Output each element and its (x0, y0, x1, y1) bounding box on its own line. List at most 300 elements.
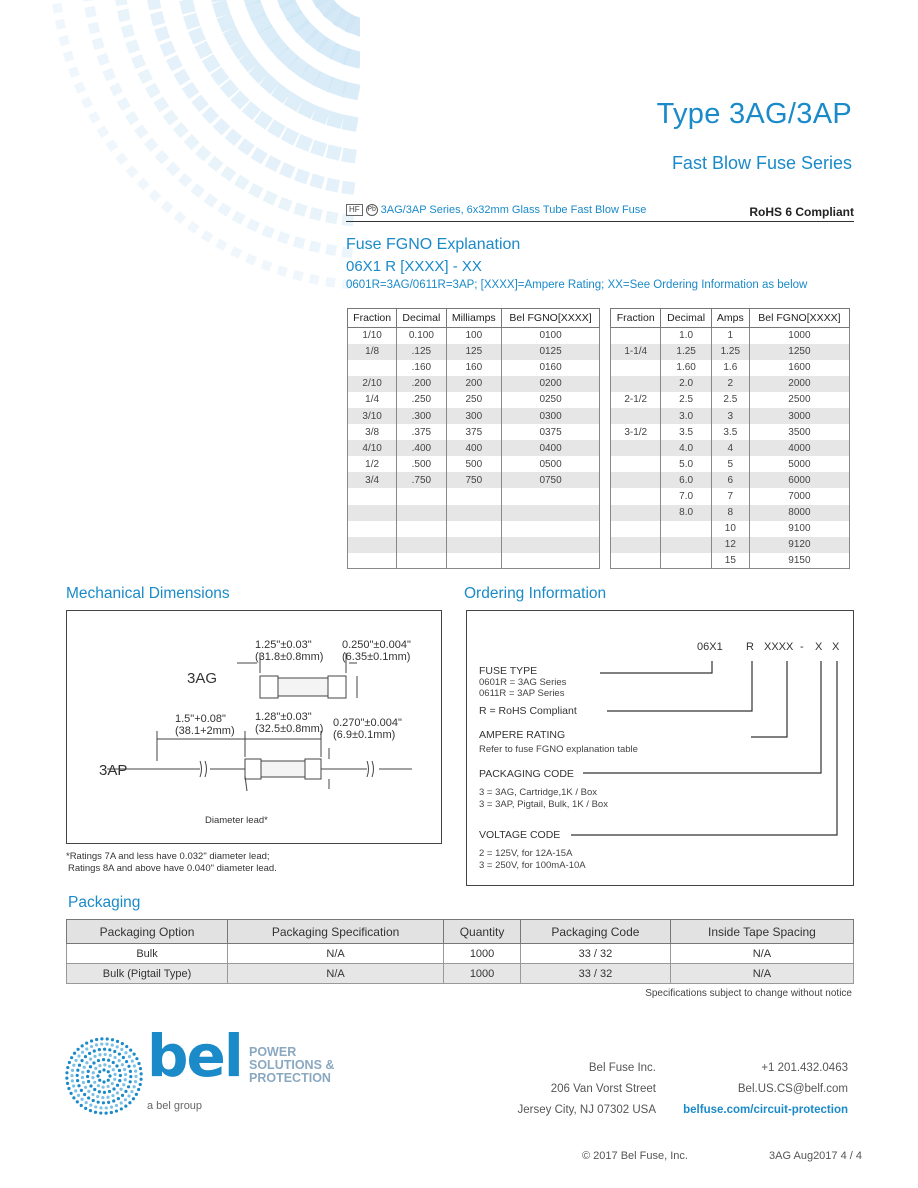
table-row (611, 424, 850, 440)
label-3ap: 3AP (99, 762, 128, 779)
fgno-code: 06X1 R [XXXX] - XX (346, 258, 482, 275)
table-row (348, 424, 600, 440)
table-cell: 1250 (749, 344, 849, 360)
decorative-square-pattern (0, 0, 360, 360)
decor-square (202, 106, 220, 124)
table-row (611, 488, 850, 504)
fgno-right-column-header: Fraction (611, 309, 661, 328)
tagline-line-3: PROTECTION (249, 1071, 331, 1085)
table-cell (446, 488, 502, 504)
globe-dot (86, 1075, 89, 1078)
table-cell: 1.25 (711, 344, 749, 360)
table-cell: Bulk (Pigtail Type) (67, 964, 228, 984)
fgno-heading: Fuse FGNO Explanation (346, 236, 521, 253)
page-subtitle: Fast Blow Fuse Series (671, 153, 852, 173)
decor-square (325, 244, 337, 256)
table-cell: 300 (446, 408, 502, 424)
table-cell: 4 (711, 440, 749, 456)
table-cell (397, 505, 446, 521)
tagline-line-1: POWER (249, 1045, 297, 1059)
decor-square (102, 68, 115, 81)
globe-dot (113, 1078, 116, 1081)
halogen-free-icon: HF (346, 204, 363, 216)
code-part-series: 06X1 (697, 641, 723, 653)
table-cell: 400 (446, 440, 502, 456)
email-link[interactable]: Bel.US.CS@belf.com (737, 1083, 848, 1095)
decor-square (204, 193, 218, 207)
globe-dot (111, 1043, 114, 1046)
globe-dot (87, 1090, 90, 1093)
table-cell (611, 472, 661, 488)
bel-group-label: a bel group (147, 1100, 203, 1112)
packaging-column-header: Packaging Specification (228, 920, 444, 944)
globe-dot (103, 1091, 106, 1094)
fgno-table-amps (610, 308, 850, 569)
fuse-type-3ap: 0611R = 3AP Series (479, 688, 565, 699)
mechanical-diagram-box (66, 610, 442, 844)
globe-dot (73, 1052, 76, 1055)
table-cell: 5 (711, 456, 749, 472)
globe-dot (133, 1064, 136, 1067)
globe-dot (132, 1097, 135, 1100)
globe-dot (87, 1080, 90, 1083)
globe-dot (107, 1101, 110, 1104)
globe-dot (129, 1075, 132, 1078)
globe-dot (90, 1045, 93, 1048)
globe-dot (76, 1074, 79, 1077)
table-cell: .375 (397, 424, 446, 440)
decor-square (326, 144, 342, 160)
table-cell: 160 (446, 360, 502, 376)
table-cell: 1000 (749, 328, 849, 344)
table-cell: 1/4 (348, 392, 397, 408)
globe-dot (137, 1062, 140, 1065)
ap-lead-length: 1.5"+0.08" (175, 713, 226, 725)
decor-square (341, 181, 355, 195)
table-cell: 750 (446, 472, 502, 488)
address-line-2: 206 Van Vorst Street (550, 1083, 656, 1095)
ampere-rating-label: AMPERE RATING (479, 729, 566, 741)
fgno-table-milliamps (347, 308, 600, 569)
table-cell (446, 505, 502, 521)
table-cell: 33 / 32 (521, 964, 671, 984)
globe-dot (98, 1048, 101, 1051)
table-cell: 8 (711, 505, 749, 521)
decor-square (261, 260, 273, 272)
decor-square (125, 111, 139, 125)
table-row (611, 472, 850, 488)
globe-dot (83, 1093, 86, 1096)
decor-square (147, 0, 162, 10)
globe-dot (111, 1082, 114, 1085)
globe-dot (106, 1096, 109, 1099)
decor-square (265, 155, 282, 172)
address-line-3: Jersey City, NJ 07302 USA (517, 1104, 656, 1116)
decor-square (191, 94, 209, 112)
table-row (67, 944, 854, 964)
table-cell: 0300 (502, 408, 600, 424)
decor-square (230, 246, 242, 258)
decor-square (279, 162, 295, 178)
decor-square (201, 230, 214, 243)
globe-dot (102, 1058, 105, 1061)
table-row (348, 472, 600, 488)
table-cell: .500 (397, 456, 446, 472)
table-cell: N/A (670, 964, 853, 984)
table-row (611, 376, 850, 392)
table-cell: 1.25 (661, 344, 711, 360)
globe-dot (84, 1107, 87, 1110)
table-cell: 15 (711, 553, 749, 569)
table-row (348, 328, 600, 344)
globe-dot (98, 1090, 101, 1093)
globe-dot (92, 1071, 95, 1074)
diameter-lead-label: Diameter lead* (205, 815, 268, 826)
lead-note-2: Ratings 8A and above have 0.040" diameter lead. (68, 863, 277, 874)
ap-diameter: 0.270"±0.004" (333, 717, 402, 729)
globe-dot (76, 1079, 79, 1082)
packaging-table (66, 919, 854, 984)
globe-dot (72, 1084, 75, 1087)
code-part-voltage: X (832, 641, 840, 653)
decor-square (276, 265, 288, 277)
table-row (611, 360, 850, 376)
table-cell (502, 537, 600, 553)
table-row (611, 328, 850, 344)
table-cell: 3/4 (348, 472, 397, 488)
decor-square (245, 253, 257, 265)
rohs-compliance: RoHS 6 Compliant (749, 205, 854, 219)
decor-square (144, 137, 158, 151)
globe-dot (121, 1042, 124, 1045)
decor-square (117, 97, 131, 111)
table-cell (611, 440, 661, 456)
table-cell (348, 521, 397, 537)
globe-dot (118, 1079, 121, 1082)
table-cell: 375 (446, 424, 502, 440)
decor-square (187, 221, 200, 234)
decor-square (115, 152, 128, 165)
globe-dot (103, 1048, 106, 1051)
table-cell: .750 (397, 472, 446, 488)
decor-square (82, 0, 93, 1)
globe-dot (112, 1068, 115, 1071)
globe-dot (98, 1064, 101, 1067)
globe-dot (124, 1105, 127, 1108)
globe-dot (113, 1050, 116, 1053)
globe-dot (115, 1104, 118, 1107)
decor-square (310, 174, 325, 189)
globe-dot (121, 1063, 124, 1066)
globe-dot (95, 1043, 98, 1046)
table-cell: N/A (228, 964, 444, 984)
globe-dot (129, 1070, 132, 1073)
globe-dot (117, 1097, 120, 1100)
globe-dot (124, 1073, 127, 1076)
decor-square (183, 13, 200, 30)
globe-dot (120, 1107, 123, 1110)
decor-square (81, 96, 93, 108)
table-cell (611, 488, 661, 504)
decor-square (178, 173, 193, 188)
globe-dot (105, 1043, 108, 1046)
globe-dot (94, 1111, 97, 1114)
globe-dot (89, 1057, 92, 1060)
globe-dot (91, 1093, 94, 1096)
table-cell: 5.0 (661, 456, 711, 472)
decor-square (125, 39, 140, 54)
table-cell: 33 / 32 (521, 944, 671, 964)
table-row (348, 360, 600, 376)
table-row (611, 408, 850, 424)
globe-dot (124, 1090, 127, 1093)
globe-dot (111, 1038, 114, 1041)
bel-logo-wordmark: bel (147, 1022, 242, 1090)
table-cell: 8.0 (661, 505, 711, 521)
table-cell: 9100 (749, 521, 849, 537)
globe-dot (93, 1055, 96, 1058)
decor-square (68, 66, 80, 78)
decor-square (251, 147, 268, 164)
globe-dot (97, 1101, 100, 1104)
decor-square (148, 189, 161, 202)
globe-dot (111, 1094, 114, 1097)
decor-square (173, 69, 190, 86)
table-cell: 3000 (749, 408, 849, 424)
document-id: 3AG Aug2017 4 / 4 (769, 1150, 862, 1162)
globe-dot (119, 1074, 122, 1077)
packaging-code-3ap: 3 = 3AP, Pigtail, Bulk, 1K / Box (479, 799, 608, 810)
table-cell: 1.6 (711, 360, 749, 376)
globe-dot (80, 1104, 83, 1107)
globe-dot (98, 1053, 101, 1056)
table-cell: 2.5 (711, 392, 749, 408)
table-cell: 7.0 (661, 488, 711, 504)
table-row (611, 553, 850, 569)
globe-dot (139, 1078, 142, 1081)
bel-globe-logo-icon (64, 1036, 144, 1116)
tagline (249, 1046, 334, 1085)
globe-dot (89, 1104, 92, 1107)
globe-dot (85, 1047, 88, 1050)
globe-dot (113, 1056, 116, 1059)
table-cell: 0500 (502, 456, 600, 472)
table-cell: 0400 (502, 440, 600, 456)
decor-square (63, 51, 75, 63)
ag-length-mm: (31.8±0.8mm) (255, 651, 324, 663)
decor-square (145, 83, 161, 99)
ordering-heading: Ordering Information (464, 585, 607, 602)
decor-square (182, 82, 199, 99)
globe-dot (101, 1096, 104, 1099)
table-cell: 7000 (749, 488, 849, 504)
globe-dot (65, 1071, 68, 1074)
decor-square (184, 134, 200, 150)
globe-dot (135, 1093, 138, 1096)
globe-dot (69, 1092, 72, 1095)
mechanical-heading: Mechanical Dimensions (66, 585, 230, 602)
globe-dot (124, 1078, 127, 1081)
globe-dot (74, 1059, 77, 1062)
table-row (348, 521, 600, 537)
globe-dot (93, 1049, 96, 1052)
decor-square (295, 134, 313, 152)
table-cell: 1/2 (348, 456, 397, 472)
code-part-packaging: X (815, 641, 823, 653)
table-cell (397, 521, 446, 537)
globe-dot (83, 1066, 86, 1069)
globe-dot (97, 1084, 100, 1087)
table-cell: 1/10 (348, 328, 397, 344)
globe-dot (118, 1059, 121, 1062)
globe-dot (85, 1061, 88, 1064)
globe-dot (116, 1091, 119, 1094)
globe-dot (70, 1056, 73, 1059)
table-cell: 200 (446, 376, 502, 392)
table-row (611, 537, 850, 553)
globe-dot (77, 1054, 80, 1057)
table-cell: N/A (670, 944, 853, 964)
globe-dot (107, 1059, 110, 1062)
decor-square (85, 6, 97, 18)
globe-dot (123, 1068, 126, 1071)
table-cell (611, 505, 661, 521)
globe-dot (66, 1066, 69, 1069)
table-row (348, 488, 600, 504)
table-row (611, 344, 850, 360)
decor-square (237, 138, 254, 155)
table-cell (502, 505, 600, 521)
table-cell (661, 537, 711, 553)
globe-dot (119, 1088, 122, 1091)
ampere-rating-note: Refer to fuse FGNO explanation table (479, 744, 638, 755)
globe-dot (94, 1105, 97, 1108)
decor-square (179, 0, 195, 14)
table-cell (446, 537, 502, 553)
table-cell (661, 553, 711, 569)
globe-dot (129, 1048, 132, 1051)
globe-dot (93, 1088, 96, 1091)
globe-dot (134, 1080, 137, 1083)
table-cell (502, 553, 600, 569)
globe-dot (127, 1094, 130, 1097)
decor-square (220, 166, 236, 182)
fuse-type-label: FUSE TYPE (479, 665, 538, 677)
globe-dot (107, 1070, 110, 1073)
globe-dot (99, 1111, 102, 1114)
globe-dot (96, 1074, 99, 1077)
table-cell: 1/8 (348, 344, 397, 360)
decor-square (213, 118, 231, 136)
globe-dot (80, 1059, 83, 1062)
globe-dot (80, 1098, 83, 1101)
table-row (348, 376, 600, 392)
table-cell: 0375 (502, 424, 600, 440)
globe-dot (85, 1041, 88, 1044)
rohs-code-label: R = RoHS Compliant (479, 705, 577, 717)
table-cell (348, 537, 397, 553)
table-cell: 6000 (749, 472, 849, 488)
globe-dot (68, 1061, 71, 1064)
table-cell (502, 488, 600, 504)
website-link[interactable]: belfuse.com/circuit-protection (683, 1104, 848, 1116)
table-row (348, 456, 600, 472)
globe-dot (118, 1069, 121, 1072)
voltage-code-250v: 3 = 250V, for 100mA-10A (479, 860, 586, 871)
globe-dot (106, 1037, 109, 1040)
page-title: Type 3AG/3AP (656, 98, 852, 130)
globe-dot (116, 1084, 119, 1087)
table-cell: 3/10 (348, 408, 397, 424)
globe-dot (112, 1087, 115, 1090)
table-cell (661, 521, 711, 537)
decor-square (92, 37, 105, 50)
decor-square (109, 83, 123, 97)
globe-dot (81, 1044, 84, 1047)
globe-dot (105, 1106, 108, 1109)
table-cell: 5000 (749, 456, 849, 472)
table-cell: .160 (397, 360, 446, 376)
table-cell: 2/10 (348, 376, 397, 392)
decor-square (232, 211, 246, 225)
table-cell (611, 537, 661, 553)
decor-square (138, 69, 153, 84)
company-address (518, 1058, 656, 1121)
table-cell: 250 (446, 392, 502, 408)
decor-square (173, 211, 186, 224)
globe-dot (89, 1084, 92, 1087)
table-cell (611, 521, 661, 537)
decor-square (97, 53, 110, 66)
table-cell (611, 456, 661, 472)
code-part-dash: - (800, 641, 804, 653)
table-row (611, 456, 850, 472)
table-cell (611, 360, 661, 376)
packaging-column-header: Packaging Code (521, 920, 671, 944)
globe-dot (72, 1096, 75, 1099)
table-cell (502, 521, 600, 537)
globe-dot (102, 1101, 105, 1104)
ordering-diagram-box (466, 610, 854, 886)
table-cell: N/A (228, 944, 444, 964)
table-cell: .250 (397, 392, 446, 408)
decor-square (309, 274, 320, 285)
globe-dot (98, 1070, 101, 1073)
globe-dot (106, 1085, 109, 1088)
table-cell: .200 (397, 376, 446, 392)
globe-dot (102, 1086, 105, 1089)
decor-square (263, 190, 278, 205)
globe-dot (71, 1069, 74, 1072)
globe-dot (91, 1076, 94, 1079)
table-cell: 8000 (749, 505, 849, 521)
globe-dot (135, 1057, 138, 1060)
globe-dot (92, 1061, 95, 1064)
globe-dot (110, 1106, 113, 1109)
table-cell: .300 (397, 408, 446, 424)
lead-free-icon: Pb (366, 204, 378, 216)
table-cell (611, 553, 661, 569)
globe-dot (108, 1090, 111, 1093)
decor-square (225, 128, 243, 146)
globe-dot (87, 1070, 90, 1073)
table-cell (446, 521, 502, 537)
globe-dot (108, 1065, 111, 1068)
decor-square (310, 140, 327, 157)
ag-diameter-mm: (6.35±0.1mm) (342, 651, 411, 663)
decor-square (309, 207, 323, 221)
table-cell (397, 488, 446, 504)
